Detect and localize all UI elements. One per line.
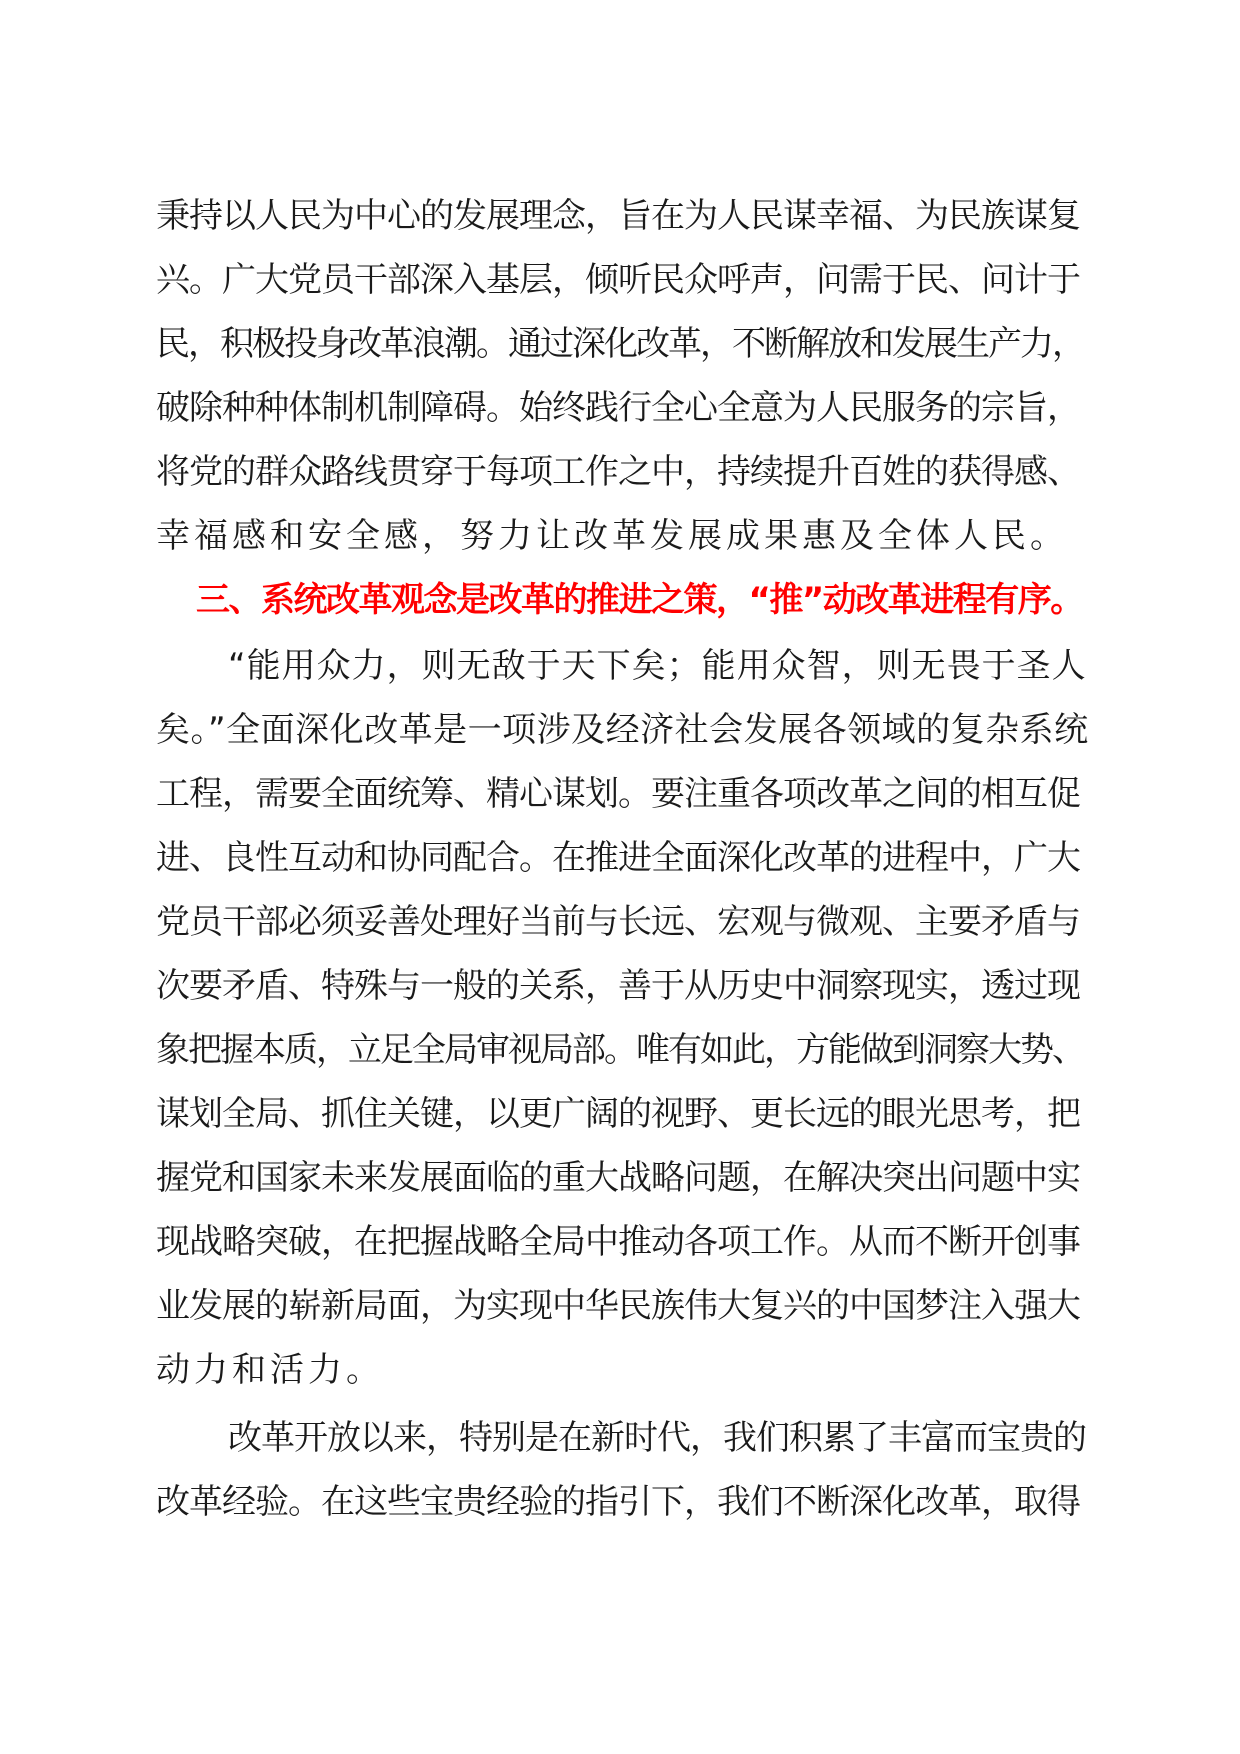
text-line: “能用众力，则无敌于天下矣；能用众智，则无畏于圣人 [228, 646, 1087, 686]
text-line: 兴。广大党员干部深入基层，倾听民众呼声，问需于民、问计于 [156, 260, 1080, 300]
text-line: 现战略突破，在把握战略全局中推动各项工作。从而不断开创事 [156, 1222, 1080, 1262]
text-line: 改革经验。在这些宝贵经验的指引下，我们不断深化改革，取得 [156, 1482, 1080, 1522]
text-line: 改革开放以来，特别是在新时代，我们积累了丰富而宝贵的 [228, 1418, 1086, 1458]
text-line: 业发展的崭新局面，为实现中华民族伟大复兴的中国梦注入强大 [156, 1286, 1080, 1326]
text-line: 矣。”全面深化改革是一项涉及经济社会发展各领域的复杂系统 [156, 710, 1089, 750]
text-line: 动力和活力。 [156, 1350, 384, 1390]
text-line: 党员干部必须妥善处理好当前与长远、宏观与微观、主要矛盾与 [156, 902, 1080, 942]
text-line: 进、良性互动和协同配合。在推进全面深化改革的进程中，广大 [156, 838, 1080, 878]
text-line: 幸福感和安全感，努力让改革发展成果惠及全体人民。 [156, 516, 1068, 556]
text-line: 象把握本质，立足全局审视局部。唯有如此，方能做到洞察大势、 [156, 1030, 1084, 1070]
text-line: 握党和国家未来发展面临的重大战略问题，在解决突出问题中实 [156, 1158, 1080, 1198]
text-line: 将党的群众路线贯穿于每项工作之中，持续提升百姓的获得感、 [156, 452, 1080, 492]
text-line: 破除种种体制机制障碍。始终践行全心全意为人民服务的宗旨， [156, 388, 1080, 428]
text-line: 秉持以人民为中心的发展理念，旨在为人民谋幸福、为民族谋复 [156, 196, 1080, 236]
text-line: 次要矛盾、特殊与一般的关系，善于从历史中洞察现实，透过现 [156, 966, 1080, 1006]
section-heading: 三、系统改革观念是改革的推进之策，“推”动改革进程有序。 [196, 580, 1083, 620]
text-line: 民，积极投身改革浪潮。通过深化改革，不断解放和发展生产力， [156, 324, 1084, 364]
text-line: 谋划全局、抓住关键，以更广阔的视野、更长远的眼光思考，把 [156, 1094, 1080, 1134]
text-line: 工程，需要全面统筹、精心谋划。要注重各项改革之间的相互促 [156, 774, 1080, 814]
